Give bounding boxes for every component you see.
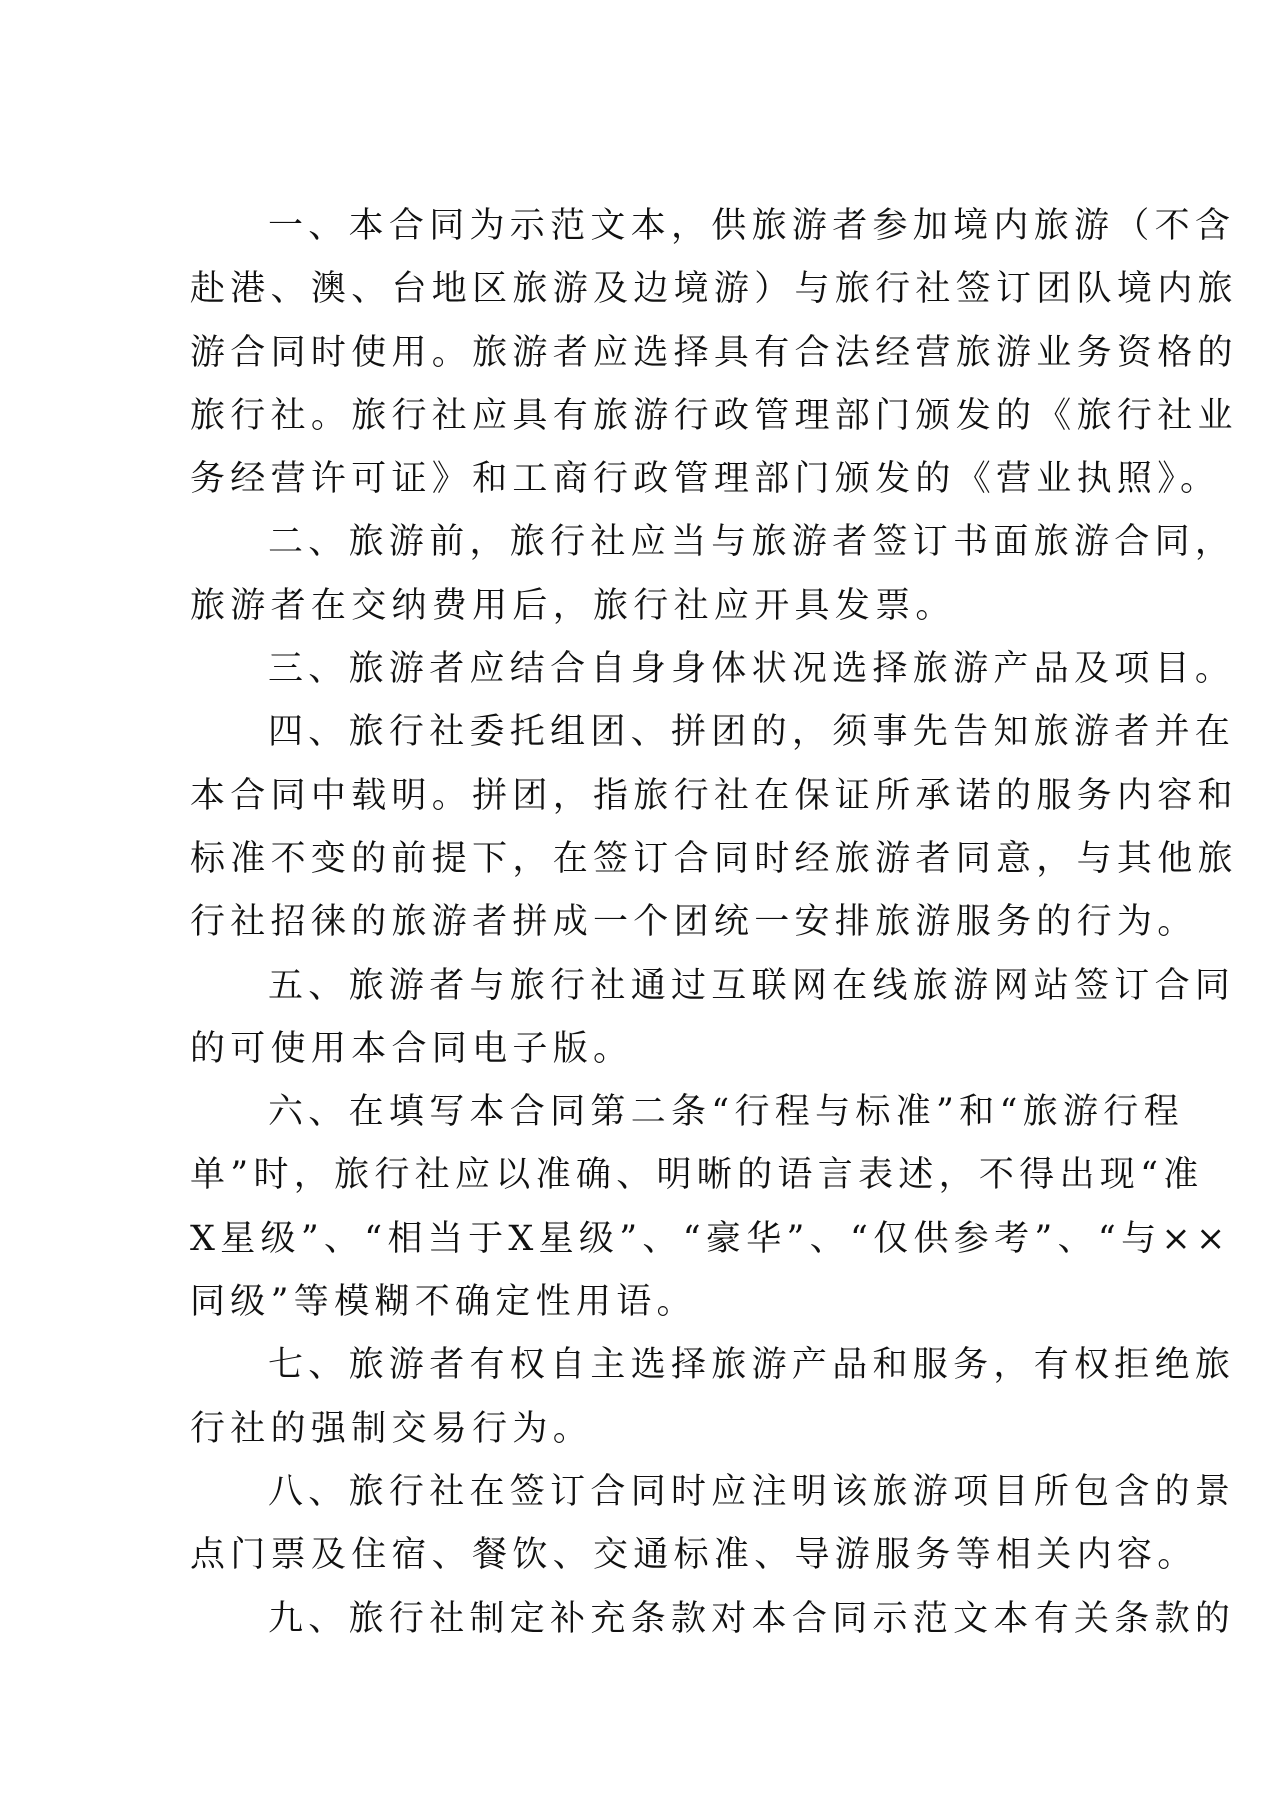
- clause-9-paragraph: [190, 1588, 1236, 1651]
- clause-6-paragraph: [190, 1081, 1231, 1334]
- clause-7-paragraph: [190, 1334, 1236, 1461]
- paragraph-line: 单”时，旅行社应以准确、明晰的语言表述，不得出现“准: [190, 1155, 1204, 1196]
- paragraph-line: 八、旅行社在签订合同时应注明该旅游项目所包含的景: [268, 1471, 1236, 1512]
- clause-2-paragraph: [190, 511, 1236, 638]
- clause-8-paragraph: [190, 1461, 1236, 1588]
- paragraph-line: 七、旅游者有权自主选择旅游产品和服务，有权拒绝旅: [268, 1345, 1236, 1386]
- paragraph-line: 旅游者在交纳费用后，旅行社应开具发票。: [190, 585, 956, 626]
- paragraph-line: 点门票及住宿、餐饮、交通标准、导游服务等相关内容。: [190, 1535, 1198, 1576]
- paragraph-line: 六、在填写本合同第二条“行程与标准”和“旅游行程: [268, 1092, 1184, 1133]
- paragraph-line: 二、旅游前，旅行社应当与旅游者签订书面旅游合同，: [268, 522, 1236, 563]
- paragraph-line: 本合同中载明。拼团，指旅行社在保证所承诺的服务内容和: [190, 775, 1238, 816]
- paragraph-line: 赴港、澳、台地区旅游及边境游）与旅行社签订团队境内旅: [190, 269, 1238, 310]
- paragraph-line: 旅行社。旅行社应具有旅游行政管理部门颁发的《旅行社业: [190, 395, 1238, 436]
- paragraph-line: 务经营许可证》和工商行政管理部门颁发的《营业执照》。: [190, 459, 1221, 500]
- paragraph-line: 行社的强制交易行为。: [190, 1408, 594, 1449]
- paragraph-line: 五、旅游者与旅行社通过互联网在线旅游网站签订合同: [268, 965, 1236, 1006]
- paragraph-line: X星级”、“相当于X星级”、“豪华”、“仅供参考”、“与××: [190, 1218, 1231, 1259]
- paragraph-line: 四、旅行社委托组团、拼团的，须事先告知旅游者并在: [268, 712, 1236, 753]
- document-page: [190, 195, 1238, 1651]
- clause-3-paragraph: [190, 638, 1236, 701]
- clause-4-paragraph: [190, 701, 1238, 954]
- clause-1-paragraph: [190, 195, 1238, 511]
- paragraph-line: 一、本合同为示范文本，供旅游者参加境内旅游（不含: [268, 206, 1236, 246]
- paragraph-line: 标准不变的前提下，在签订合同时经旅游者同意，与其他旅: [190, 838, 1238, 879]
- clause-5-paragraph: [190, 955, 1236, 1082]
- paragraph-line: 行社招徕的旅游者拼成一个团统一安排旅游服务的行为。: [190, 902, 1198, 943]
- paragraph-line: 游合同时使用。旅游者应选择具有合法经营旅游业务资格的: [190, 332, 1238, 373]
- paragraph-line: 三、旅游者应结合自身身体状况选择旅游产品及项目。: [268, 649, 1236, 690]
- paragraph-line: 的可使用本合同电子版。: [190, 1028, 634, 1069]
- paragraph-line: 同级”等模糊不确定性用语。: [190, 1282, 697, 1323]
- paragraph-line: 九、旅行社制定补充条款对本合同示范文本有关条款的: [268, 1598, 1236, 1639]
